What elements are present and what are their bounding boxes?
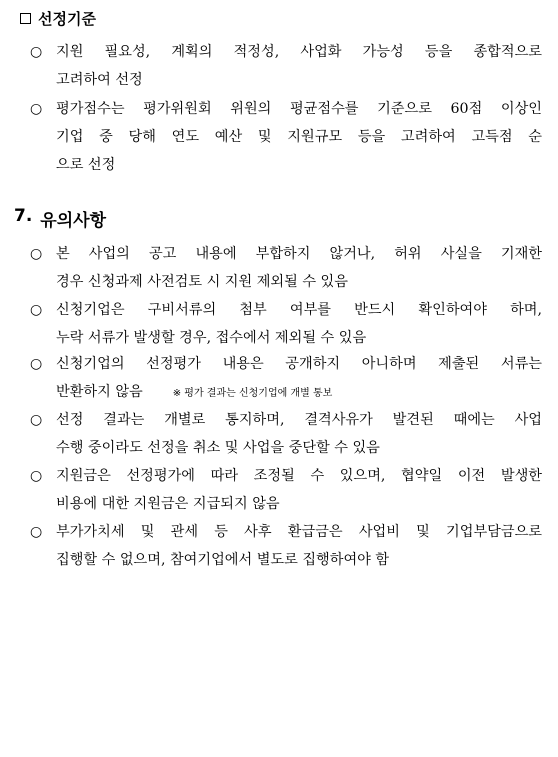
notes-item-2 [30,296,542,352]
item-line: 기업 중 당해 연도 예산 및 지원규모 등을 고려하여 고득점 순 [56,129,542,145]
item-line-text: 반환하지 않음 [56,384,143,400]
checkbox-square-icon [20,13,31,24]
notes-item-4 [30,406,542,462]
section-title: 유의사항 [40,211,106,231]
circle-bullet-icon: ○ [30,412,43,428]
circle-bullet-icon: ○ [30,468,43,484]
item-line: 신청기업은 구비서류의 첨부 여부를 반드시 확인하여야 하며, [56,302,542,318]
evaluation-note: ※ 평가 결과는 신청기업에 개별 통보 [172,388,333,399]
circle-bullet-icon: ○ [30,356,43,372]
notes-item-1 [30,240,542,296]
item-line: 으로 선정 [56,157,116,173]
item-line-with-note [56,378,542,408]
item-line: 부가가치세 및 관세 등 사후 환급금은 사업비 및 기업부담금으로 [56,524,542,540]
section-heading [14,206,106,231]
item-line: 경우 신청과제 사전검토 시 지원 제외될 수 있음 [56,274,348,290]
notes-item-3 [30,350,542,408]
notes-item-6 [30,518,542,574]
item-line: 본 사업의 공고 내용에 부합하지 않거나, 허위 사실을 기재한 [56,246,542,262]
notes-item-5 [30,462,542,518]
circle-bullet-icon: ○ [30,524,43,540]
circle-bullet-icon: ○ [30,44,43,60]
item-line: 비용에 대한 지원금은 지급되지 않음 [56,496,280,512]
item-line: 신청기업의 선정평가 내용은 공개하지 아니하며 제출된 서류는 [56,356,542,372]
item-line: 집행할 수 없으며, 참여기업에서 별도로 집행하여야 함 [56,552,390,568]
criteria-item-1 [30,38,542,94]
circle-bullet-icon: ○ [30,302,43,318]
circle-bullet-icon: ○ [30,246,43,262]
item-line: 고려하여 선정 [56,72,143,88]
criteria-item-2 [30,95,542,179]
item-line: 지원 필요성, 계획의 적정성, 사업화 가능성 등을 종합적으로 [56,44,542,60]
item-line: 수행 중이라도 선정을 취소 및 사업을 중단할 수 있음 [56,440,380,456]
criteria-title: 선정기준 [38,10,96,28]
item-line: 평가점수는 평가위원회 위원의 평균점수를 기준으로 60점 이상인 [56,101,542,117]
item-line: 누락 서류가 발생할 경우, 접수에서 제외될 수 있음 [56,330,367,346]
criteria-heading [20,8,96,29]
item-line: 지원금은 선정평가에 따라 조정될 수 있으며, 협약일 이전 발생한 [56,468,542,484]
item-line: 선정 결과는 개별로 통지하며, 결격사유가 발견된 때에는 사업 [56,412,542,428]
section-number: 7. [14,206,33,226]
circle-bullet-icon: ○ [30,101,43,117]
